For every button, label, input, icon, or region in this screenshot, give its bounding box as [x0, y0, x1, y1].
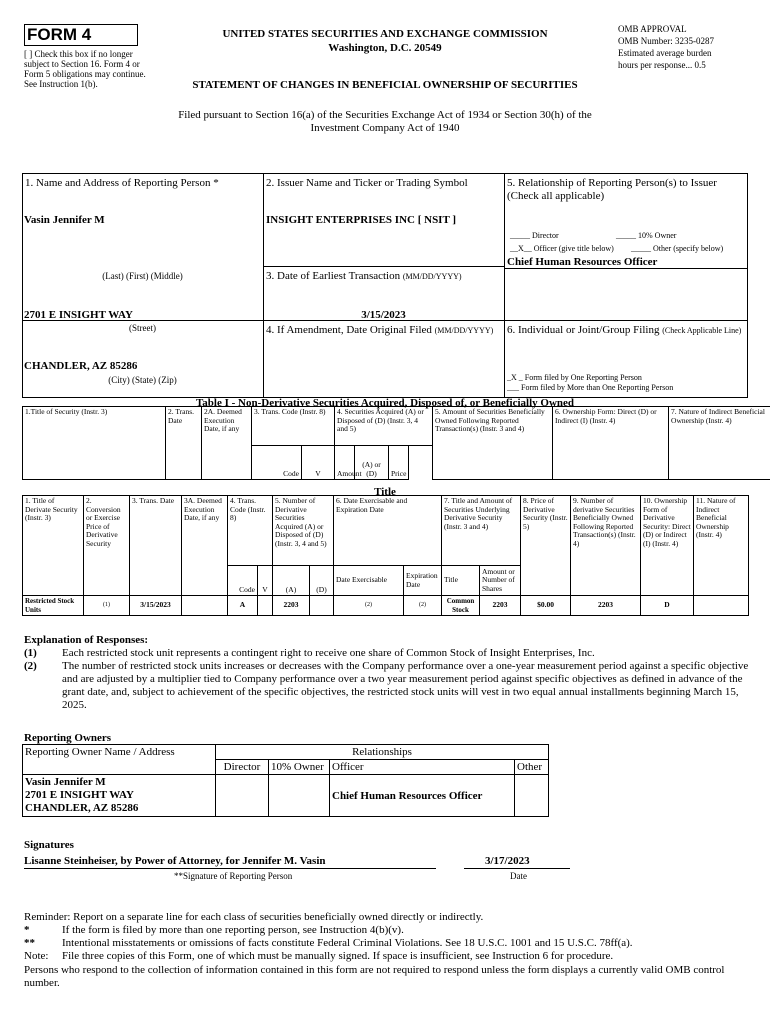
t2-row-nature [694, 596, 749, 616]
t2-row-v [258, 596, 273, 616]
t2-date-exercisable: Date Exercisable [334, 566, 404, 596]
t2-row-date: 3/15/2023 [130, 596, 182, 616]
table-row [23, 775, 549, 817]
box3-label: 3. Date of Earliest Transaction [266, 270, 401, 282]
t2-row-form: D [641, 596, 694, 616]
box6-label-sub: (Check Applicable Line) [662, 326, 742, 335]
footnote-2-number: (2) [24, 660, 37, 672]
box4-label-sub: (MM/DD/YYYY) [434, 326, 494, 335]
ro-owner-street: 2701 E INSIGHT WAY [25, 789, 134, 801]
omb-number: OMB Number: 3235-0287 [618, 36, 714, 46]
table-row [23, 596, 749, 616]
t2-amount-shares: Amount or Number of Shares [480, 566, 521, 596]
t2-row-owned: 2203 [571, 596, 641, 616]
t2-row-acquired: 2203 [273, 596, 310, 616]
t1-amount: Amount [335, 446, 355, 480]
t1-h-nature: 7. Nature of Indirect Beneficial Ownership (Instr. 4) [669, 407, 770, 480]
officer-checkbox[interactable]: __X__ Officer (give title below) [510, 244, 614, 253]
t2-h-conversion: 2. Conversion or Exercise Price of Derivative Security [84, 496, 130, 596]
other-checkbox[interactable]: _____ Other (specify below) [631, 244, 724, 253]
t2-code: Code [228, 566, 258, 596]
footnote-2-text: The number of restricted stock units increases or decreases with the Company performance over a one-year measurement period against a specific objective and are adjusted by a multiplier tied to Company performance over a two year measurement period against specific objectives as defined in advance of the grant date, and, subject to achievement of the specific objectives, the restricted stock units will vest in two equal annual installments beginning March 15, 2025. [62, 660, 749, 711]
t1-v: V [302, 446, 335, 480]
footer-double-star-text: Intentional misstatements or omissions of facts constitute Federal Criminal Violations. See 18 U.S.C. 1001 and 15 U.S.C. 78ff(a). [62, 937, 633, 949]
footer-note-text: File three copies of this Form, one of which must be manually signed. If space is insufficient, see Instruction 6 for procedure. [62, 950, 614, 962]
ro-officer-title: Chief Human Resources Officer [330, 775, 515, 817]
t2-row-disposed [310, 596, 334, 616]
t2-h-number: 5. Number of Derivative Securities Acquired (A) or Disposed of (D) (Instr. 3, 4 and 5) [273, 496, 334, 566]
footer-star: * [24, 924, 30, 936]
box5-label2: (Check all applicable) [507, 190, 605, 202]
t1-code: Code [252, 446, 302, 480]
omb-burden: Estimated average burden [618, 48, 712, 58]
t1-h-date: 2. Trans. Date [166, 407, 202, 480]
box5-label: 5. Relationship of Reporting Person(s) to Issuer [507, 177, 717, 189]
t2-underlying-title: Title [442, 566, 480, 596]
box4-label: 4. If Amendment, Date Original Filed [266, 324, 432, 336]
ro-col-director: Director [216, 760, 269, 775]
ro-owner-name: Vasin Jennifer M [25, 776, 106, 788]
reporting-owners-table [22, 744, 549, 817]
t2-h-date: 3. Trans. Date [130, 496, 182, 596]
earliest-transaction-date: 3/15/2023 [361, 309, 406, 321]
t2-v: V [258, 566, 273, 596]
footer-note-label: Note: [24, 950, 49, 962]
t2-d: (D) [310, 566, 334, 596]
t1-h-ownership: 6. Ownership Form: Direct (D) or Indirect (I) (Instr. 4) [553, 407, 669, 480]
t2-row-exercisable: (2) [334, 596, 404, 616]
signature-caption: **Signature of Reporting Person [174, 871, 293, 881]
date-caption: Date [510, 871, 527, 881]
ro-col-officer: Officer [330, 760, 515, 775]
t1-h-title: 1.Title of Security (Instr. 3) [23, 407, 166, 480]
t2-h-code: 4. Trans. Code (Instr. 8) [228, 496, 273, 566]
footnote-1-number: (1) [24, 647, 37, 659]
footer-star-text: If the form is filed by more than one reporting person, see Instruction 4(b)(v). [62, 924, 404, 936]
ten-percent-owner-checkbox[interactable]: _____ 10% Owner [616, 231, 677, 240]
t2-h-exercisable: 6. Date Exercisable and Expiration Date [334, 496, 442, 566]
ro-owner-city: CHANDLER, AZ 85286 [25, 802, 139, 814]
t2-h-owned: 9. Number of derivative Securities Beneficially Owned Following Reported Transaction(s) (Instr. 4) [571, 496, 641, 596]
t2-h-deemed: 3A. Deemed Execution Date, if any [182, 496, 228, 596]
statement-title: STATEMENT OF CHANGES IN BENEFICIAL OWNERSHIP OF SECURITIES [192, 79, 578, 91]
ro-relationships: Relationships [216, 745, 549, 760]
t1-h-code: 3. Trans. Code (Instr. 8) [252, 407, 335, 446]
issuer-name: INSIGHT ENTERPRISES INC [ NSIT ] [266, 214, 457, 226]
box1-label: 1. Name and Address of Reporting Person * [25, 177, 219, 189]
box2-label: 2. Issuer Name and Ticker or Trading Symbol [266, 177, 468, 189]
t1-a-or-d: (A) or (D) [355, 446, 389, 480]
table1-title: Table I - Non-Derivative Securities Acquired, Disposed of, or Beneficially Owned [195, 397, 575, 409]
box3-label-sub: (MM/DD/YYYY) [402, 272, 462, 281]
street-caption: (Street) [129, 323, 156, 333]
investment-act: Investment Company Act of 1940 [310, 122, 460, 134]
officer-title: Chief Human Resources Officer [507, 256, 658, 268]
t2-row-underlying-amount: 2203 [480, 596, 521, 616]
t1-h-amount: 5. Amount of Securities Beneficially Owned Following Reported Transaction(s) (Instr. 3 and 4) [433, 407, 553, 480]
filing-one-person[interactable]: _X _ Form filed by One Reporting Person [507, 373, 642, 382]
footer-double-star: ** [24, 937, 35, 949]
box6-label: 6. Individual or Joint/Group Filing [507, 324, 660, 336]
reminder-text: Reminder: Report on a separate line for each class of securities beneficially owned directly or indirectly. [24, 911, 484, 923]
explanation-heading: Explanation of Responses: [24, 634, 149, 646]
ro-col-name: Reporting Owner Name / Address [23, 745, 216, 775]
t2-h-form: 10. Ownership Form of Derivative Security: Direct (D) or Indirect (I) (Instr. 4) [641, 496, 694, 596]
footer-persons-text: Persons who respond to the collection of information contained in this form are not required to respond unless the form displays a currently valid OMB control number. [24, 964, 725, 989]
t1-h-acquired: 4. Securities Acquired (A) or Disposed of (D) (Instr. 3, 4 and 5) [335, 407, 433, 446]
reporting-owners-heading: Reporting Owners [24, 732, 112, 744]
agency-city: Washington, D.C. 20549 [328, 42, 442, 54]
checkbox-instruction: [ ] Check this box if no longer subject to Section 16. Form 4 or Form 5 obligations may continue. See Instruction 1(b). [24, 49, 146, 89]
name-caption: (Last) (First) (Middle) [102, 271, 183, 281]
form-title: FORM 4 [24, 24, 138, 46]
omb-approval: OMB APPROVAL [618, 24, 687, 34]
t1-price: Price [389, 446, 409, 480]
t2-row-deemed [182, 596, 228, 616]
table1 [22, 406, 770, 480]
reporting-person-city: CHANDLER, AZ 85286 [24, 360, 138, 372]
omb-hours: hours per response... 0.5 [618, 60, 706, 70]
t2-h-price: 8. Price of Derivative Security (Instr. 5) [521, 496, 571, 596]
filing-more-persons[interactable]: ___ Form filed by More than One Reporting Person [507, 383, 674, 392]
t2-row-conversion: (1) [84, 596, 130, 616]
t2-row-underlying-title: Common Stock [442, 596, 480, 616]
reporting-person-street: 2701 E INSIGHT WAY [24, 309, 133, 321]
signature-date: 3/17/2023 [485, 855, 530, 867]
filed-pursuant: Filed pursuant to Section 16(a) of the Securities Exchange Act of 1934 or Section 30(h) of the [178, 109, 592, 121]
signatures-heading: Signatures [24, 839, 74, 851]
t2-row-expiration: (2) [404, 596, 442, 616]
t2-h-underlying: 7. Title and Amount of Securities Underlying Derivative Security (Instr. 3 and 4) [442, 496, 521, 566]
t2-expiration-date: Expiration Date [404, 566, 442, 596]
ro-col-10pct: 10% Owner [269, 760, 330, 775]
t2-row-code: A [228, 596, 258, 616]
t2-row-price: $0.00 [521, 596, 571, 616]
t2-row-security: Restricted Stock Units [23, 596, 84, 616]
t2-h-title: 1. Title of Derivate Security (Instr. 3) [23, 496, 84, 596]
t1-h-deemed: 2A. Deemed Execution Date, if any [202, 407, 252, 480]
table2 [22, 495, 749, 616]
t2-h-nature: 11. Nature of Indirect Beneficial Ownership (Instr. 4) [694, 496, 749, 596]
signer-name: Lisanne Steinheiser, by Power of Attorney, for Jennifer M. Vasin [24, 855, 326, 867]
city-caption: (City) (State) (Zip) [108, 375, 177, 385]
director-checkbox[interactable]: _____ Director [510, 231, 559, 240]
agency-name: UNITED STATES SECURITIES AND EXCHANGE COMMISSION [222, 28, 548, 40]
table2-title: Title [374, 486, 396, 498]
ro-col-other: Other [515, 760, 549, 775]
reporting-person-name: Vasin Jennifer M [24, 214, 105, 226]
t2-a: (A) [273, 566, 310, 596]
footnote-1-text: Each restricted stock unit represents a contingent right to receive one share of Common Stock of Insight Enterprises, Inc. [62, 647, 595, 659]
